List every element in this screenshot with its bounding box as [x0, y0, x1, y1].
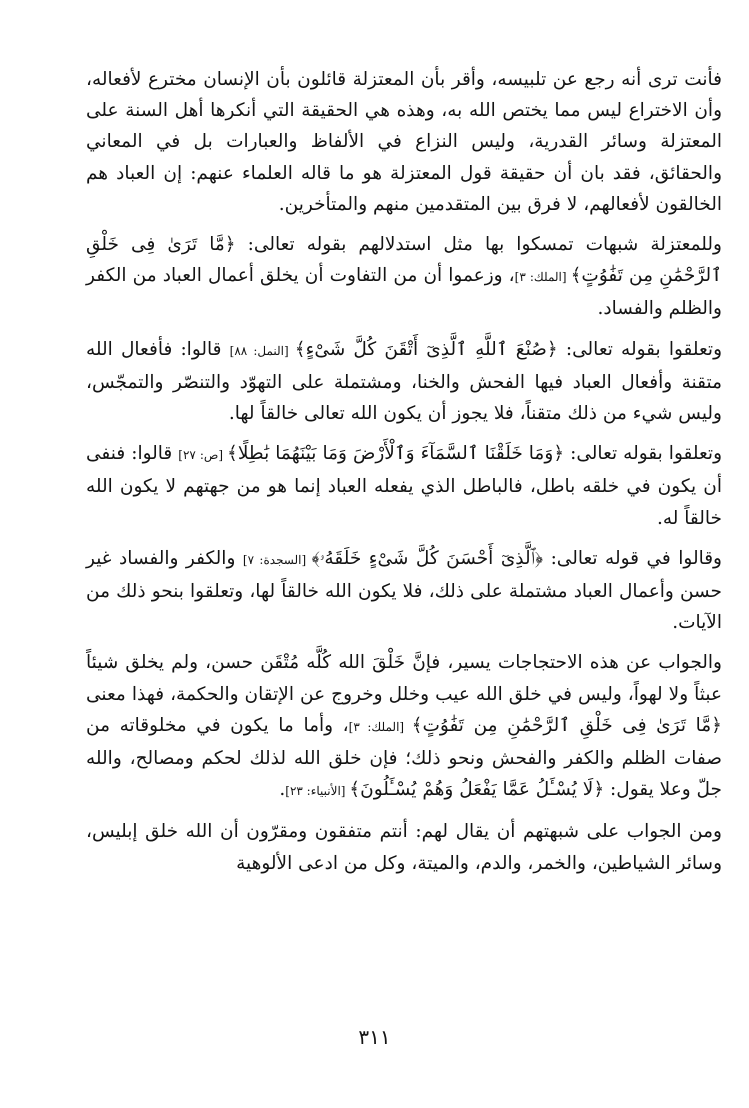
- verse-reference: [ص: ٢٧]: [178, 448, 228, 463]
- paragraph-4-text-b: قالوا: فنفى أن يكون في خلقه باطل، فالباطل الذي يفعله العباد إنما هو من جهتهم لا يكون الله خالقاً له.: [86, 443, 722, 529]
- paragraph-6: [86, 647, 722, 807]
- verse-reference: [الملك: ٣]: [348, 719, 412, 734]
- quran-verse: ﴿وَمَا خَلَقْنَا ٱلسَّمَآءَ وَٱلْأَرْضَ وَمَا بَيْنَهُمَا بَٰطِلًا﴾: [227, 443, 565, 465]
- paragraph-2-text-b: ، وزعموا أن من التفاوت أن يخلق أعمال العباد من الكفر والظلم والفساد.: [86, 265, 722, 320]
- paragraph-2: [86, 229, 722, 325]
- quran-verse: ﴿لَا يُسْـَٔلُ عَمَّا يَفْعَلُ وَهُمْ يُسْـَٔلُونَ﴾: [349, 779, 605, 801]
- paragraph-6-text-c: .: [279, 779, 286, 801]
- quran-verse: ﴿مَّا تَرَىٰ فِى خَلْقِ ٱلرَّحْمَٰنِ مِن تَفَٰوُتٍ﴾: [411, 714, 722, 736]
- paragraph-6-text-b: ، وأما ما يكون في مخلوقاته من صفات الظلم والكفر والفحش ونحو ذلك؛ فإن خلق الله لذلك لحكم ومصالح، والله جلّ وعلا يقول:: [86, 714, 722, 801]
- paragraph-5-text-a: وقالوا في قوله تعالى:: [543, 547, 722, 569]
- paragraph-4-text-a: وتعلقوا بقوله تعالى:: [564, 443, 722, 465]
- page-number: ٣١١: [358, 1025, 391, 1049]
- paragraph-7: [86, 816, 722, 878]
- quran-verse: ﴿ٱلَّذِىٓ أَحْسَنَ كُلَّ شَىْءٍ خَلَقَهُۥ﴾: [311, 547, 544, 569]
- paragraph-3: [86, 334, 722, 430]
- quran-verse: ﴿مَّا تَرَىٰ فِى خَلْقِ ٱلرَّحْمَٰنِ مِن تَفَٰوُتٍ﴾: [86, 234, 722, 287]
- paragraph-4: [86, 438, 722, 534]
- quran-verse: ﴿صُنْعَ ٱللَّهِ ٱلَّذِىٓ أَتْقَنَ كُلَّ شَىْءٍ﴾: [294, 338, 558, 360]
- verse-reference: [الملك: ٣]: [514, 270, 571, 285]
- paragraph-5: [86, 543, 722, 639]
- paragraph-3-text-a: وتعلقوا بقوله تعالى:: [557, 338, 723, 360]
- paragraph-1: [86, 64, 722, 220]
- verse-reference: [الأنبياء: ٢٣]: [285, 784, 350, 799]
- paragraph-1-text: فأنت ترى أنه رجع عن تلبيسه، وأقر بأن المعتزلة قائلون بأن الإنسان مخترع لأفعاله، وأن الاختراع ليس مما يختص الله به، وهذه هي الحقيقة التي أنكرها أهل السنة على المعتزلة وسائر القدرية، وليس النزاع في الألفاظ والعبارات بل في المعاني والحقائق، فقد بان أن حقيقة قول المعتزلة هو ما قاله العلماء عنهم: إن العباد هم الخالقون لأفعالهم، لا فرق بين المتقدمين منهم والمتأخرين.: [86, 69, 722, 215]
- paragraph-2-text-a: وللمعتزلة شبهات تمسكوا بها مثل استدلالهم بقوله تعالى:: [235, 234, 722, 256]
- paragraph-3-text-b: قالوا: فأفعال الله متقنة وأفعال العباد فيها الفحش والخنا، ومشتملة على التهوّد والتنصّر والتمجّس، وليس شيء من ذلك متقناً، فلا يجوز أن يكون الله تعالى خالقاً لها.: [86, 338, 722, 425]
- paragraph-6-text-a: والجواب عن هذه الاحتجاجات يسير، فإنَّ خَلْقَ الله كُلَّه مُتْقَن حسن، ولم يخلق شيئاً عبثاً ولا لهواً، وليس في خلق الله عيب وخلل وخروج عن الإتقان والحكمة، فهذا معنى: [86, 652, 722, 705]
- page-body: [86, 64, 722, 879]
- paragraph-5-text-b: والكفر والفساد غير حسن وأعمال العباد مشتملة على ذلك، فلا يكون الله خالقاً لها، وتعلقوا بنحو ذلك من الآيات.: [86, 547, 722, 634]
- verse-reference: [السجدة: ٧]: [242, 552, 312, 567]
- verse-reference: [النمل: ٨٨]: [229, 343, 295, 358]
- paragraph-7-text: ومن الجواب على شبهتهم أن يقال لهم: أنتم متفقون ومقرّون أن الله خلق إبليس، وسائر الشياطين، والخمر، والدم، والميتة، وكل من ادعى الألوهية: [86, 821, 722, 874]
